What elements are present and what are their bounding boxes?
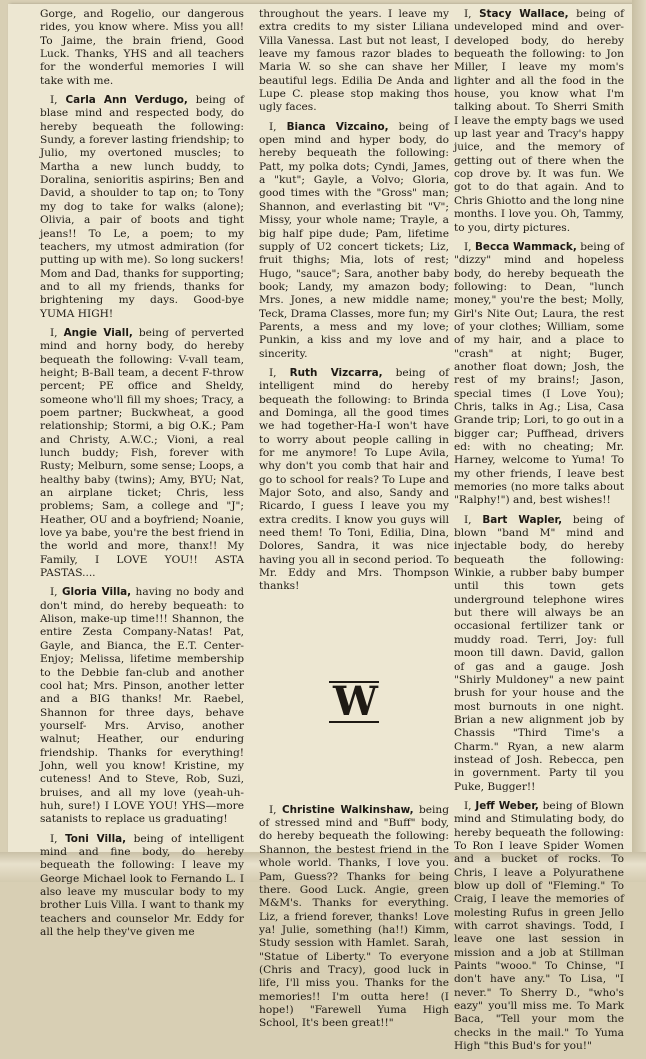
senior-name: Jeff Weber, (475, 799, 539, 812)
entry-prefix: I, (269, 803, 282, 816)
column-3 (454, 8, 624, 1059)
entry-prefix: I, (464, 240, 475, 253)
column-2 (259, 8, 449, 1037)
will-entry (259, 121, 449, 361)
entry-prefix: I, (269, 366, 290, 379)
entry-prefix: I, (50, 832, 66, 845)
senior-name: Toni Villa, (65, 832, 127, 845)
ornament-letter: W (329, 681, 379, 723)
senior-name: Becca Wammack, (475, 240, 577, 253)
senior-name: Carla Ann Verdugo, (65, 94, 188, 107)
will-entry (40, 8, 244, 88)
will-entry (40, 586, 244, 826)
will-entry (454, 8, 624, 235)
entry-prefix: I, (50, 94, 66, 107)
entry-text: being of blown "band M" mind and injectable body, do hereby bequeath the following: Winkie, a rubber baby bumper until this town gets underground telephone wires but there will always be an occasional fertilizer tank or muddy road. Terri, Joy: full moon till dawn. David, gallon of gas and a gauge. Josh "Shirly Muldoney" a new paint brush for your house and the most burnouts in one night. Brian a new alignment job by Chassis "Third Time's a Charm." Ryan, a new alarm instead of Josh. Rebecca, pen in government. Party til you Puke, Bugger!! (454, 513, 624, 793)
senior-name: Stacy Wallace, (479, 8, 569, 20)
entry-text: throughout the years. I leave my extra credits to my sister Liliana Villa Vanessa. Last but not least, I leave my famous razor blades to Maria W. so she can shave her beautiful legs. Edilia De Anda and Lupe C. please stop making thos ugly faces. (259, 8, 449, 114)
entry-prefix: I, (50, 326, 64, 339)
entry-prefix: I, (464, 8, 480, 20)
senior-name: Gloria Villa, (62, 586, 132, 599)
column-gap (259, 600, 449, 662)
entry-text: Gorge, and Rogelio, our dangerous rides, you know where. Miss you all! To Jaime, the brain friend, Good Luck. Thanks, YHS and all teachers for the wonderful memories I will take with me. (40, 8, 244, 87)
will-entry (259, 367, 449, 594)
senior-name: Bianca Vizcaino, (286, 120, 389, 133)
senior-name: Ruth Vizcarra, (289, 366, 383, 379)
will-entry (454, 514, 624, 794)
entry-text: being of intelligent mind do hereby bequeath the following: to Brinda and Dominga, all the good times we had together-Ha-I won't have to worry about people calling in for me anymore! To Lupe Avila, why don't you comb that hair and go to school for reals? To Lupe and Major Soto, and also, Sandy and Ricardo, I guess I leave you my extra credits. I know you guys will need them! To Toni, Edilia, Dina, Dolores, Sandra, it was nice having you all in second period. To Mr. Eddy and Mrs. Thompson thanks! (259, 366, 450, 593)
entry-text: being of stressed mind and "Buff" body, do hereby bequeath the following: Shannon, the bestest friend in the whole world. Thanks, I love you. Pam, Guess?? Thanks for being there. Good Luck. Angie, green M&M's. Thanks for everything. Liz, a friend forever, thanks! Love ya! Julie, something (ha!!) Kimm, Study session with Hamlet. Sarah, "Statue of Liberty." To everyone (Chris and Tracy), good luck in life, I'll miss you. Thanks for the memories!! I'm outta here! (I hope!) "Farewell Yuma High School, It's been great!!" (259, 803, 449, 1030)
entry-text: being of undeveloped mind and over-developed body, do hereby bequeath the following: to Jon Miller, I leave my mom's lighter and all the food in the house, you know what I'm talking about. To Sherri Smith I leave the empty bags we used up last year and Tracy's happy juice, and the memory of getting out of there when the cop drove by. It was fun. We got to do that again. And to Chris Ghiotto and the long nine months. I love you. Oh, Tammy, to you, dirty pictures. (454, 8, 625, 234)
entry-text: being of "dizzy" mind and hopeless body, do hereby bequeath the following: to Dean, "lunch money," you're the best; Molly, Girl's Nite Out; Laura, the rest of your clothes; William, some of my hair, and a place to "crash" at night; Buger, another float down; Josh, the rest of my brains!; Jason, special times (I Love You); Chris, talks in Ag.; Lisa, Casa Grande trip; Lori, to go out in a bigger car; Puffhead, drivers ed: with no cheating; Mr. Harney, welcome to Yuma! To my other friends, I leave best memories (no more talks about "Ralphy!") and, best wishes!! (454, 240, 625, 507)
entry-prefix: I, (50, 586, 62, 599)
column-gap (259, 742, 449, 804)
entry-text: being of Blown mind and Stimulating body, do hereby bequeath the following: To Ron I leave Spider Women and a bucket of rocks. To Chris, I leave a Polyurathene blow up doll of "Fleming." To Craig, I leave the memories of molesting Rufus in green Jello with carrot shavings. Todd, I leave one last session in mission and a job at Stillman Paints "wooo." To Chinse, "I don't have any." To Lisa, "I never." To Sherry D., "who's eazy" you'll miss me. To Mark Baca, "Tell your mom the checks in the mail." To Yuma High "this Bud's for you!" (454, 799, 624, 1053)
entry-text: being of perverted mind and horny body, do hereby bequeath the following: V-vall team, height; B-Ball team, a decent F-throw percent; PE office and Sheldy, someone who'll fill my shoes; Tracy, a poem partner; Buckwheat, a good relationship; Stormi, a big O.K.; Pam and Christy, A.W.C.; Vioni, a real lunch buddy; Fish, forever with Rusty; Melburn, some sense; Loops, a healthy baby (twins); Amy, BYU; Nat, an airplane ticket; Chris, less problems; Sam, a college and "J"; Heather, OU and a boyfriend; Noanie, love ya babe, you're the best friend in the world and more, thanx!! My Family, I LOVE YOU!! ASTA PASTAS.... (40, 326, 244, 580)
will-entry (40, 327, 244, 581)
senior-name: Bart Wapler, (482, 513, 563, 526)
entry-text: being of intelligent mind and fine body, do hereby bequeath the following: I leave my George Michael look to Fernando L. I also leave my muscular body to my brother Luis Villa. I want to thank my teachers and counselor Mr. Eddy for all the help they've given me (40, 832, 244, 939)
entry-prefix: I, (269, 120, 287, 133)
senior-name: Angie Viall, (63, 326, 133, 339)
entry-prefix: I, (464, 513, 483, 526)
entry-text: having no body and don't mind, do hereby bequeath: to Alison, make-up time!!! Shannon, the entire Zesta Company-Natas! Pat, Gayle, and Bianca, the E.T. Center-Enjoy; Melissa, lifetime membership to the Debbie fan-club and another cool hat; Mrs. Pinson, another letter and a BIG thanks! Mr. Raebel, Shannon for three days, behave yourself- Mrs. Arviso, another walnut; Heather, our enduring friendship. Thanks for everything! John, well you know! Kristine, my cuteness! And to Steve, Rob, Suzi, bruises, and all my love (yeah-uh-huh, sure!) I LOVE YOU! YHS—more satanists to replace us graduating! (40, 586, 245, 826)
entry-text: being of open mind and hyper body, do hereby bequeath the following: Patt, my polka dots; Cyndi, James, a "kut"; Gayle, a Volvo; Gloria, good times with the "Gross" man; Shannon, and everlasting bit "V"; Missy, your whole name; Trayle, a big half pipe dude; Pam, lifetime supply of U2 concert tickets; Liz, fruit thighs; Mia, lots of rest; Hugo, "sauce"; Sara, another baby book; Landy, my amazon body; Mrs. Jones, a new middle name; Teck, Drama Classes, more fun; my Parents, a mess and my love; Punkin, a kiss and my love and sincerity. (259, 120, 449, 360)
column-1 (40, 8, 244, 945)
page-edge-right (632, 0, 646, 882)
entry-prefix: I, (464, 799, 476, 812)
ornament-initial (259, 662, 449, 742)
senior-name: Christine Walkinshaw, (281, 803, 414, 816)
will-entry (454, 241, 624, 508)
will-entry (259, 804, 449, 1031)
will-entry (40, 94, 244, 321)
will-entry (454, 800, 624, 1054)
entry-text: being of blase mind and respected body, do hereby bequeath the following: Sundy, a forever lasting friendship; to Julio, my overtoned muscles; to Martha a new lunch buddy, to Doralina, senioritis aspirins; Ben and David, a shoulder to tap on; to Tony my dog to take for walks (alone); Olivia, a pair of boots and tight jeans!! To Le, a poem; to my teachers, my utmost admiration (for putting up with me). So long suckers! Mom and Dad, thanks for supporting; and to all my friends, thanks for brightening my days. Good-bye YUMA HIGH! (40, 94, 244, 320)
will-entry (259, 8, 449, 115)
will-entry (40, 833, 244, 940)
